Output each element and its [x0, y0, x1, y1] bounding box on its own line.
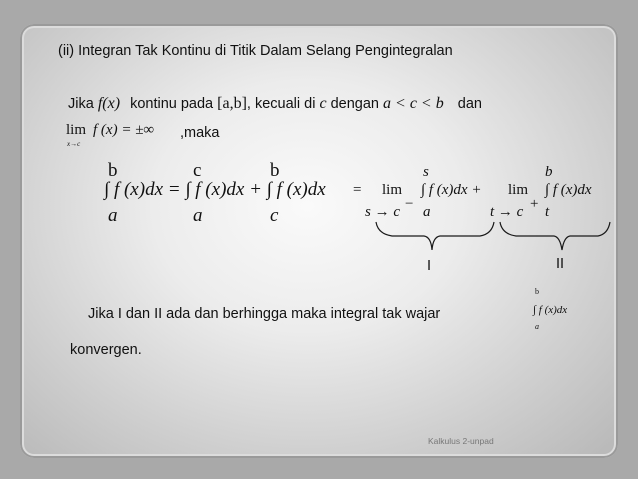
limit-expr: f (x) = ±∞ — [93, 122, 155, 138]
brace-label-II: II — [556, 256, 565, 272]
eq-equals: = — [353, 182, 362, 198]
eq-upper-3: b — [270, 160, 280, 181]
slide-title: (ii) Integran Tak Kontinu di Titik Dalam Selang Pengintegralan — [58, 43, 453, 59]
limit-maka: ,maka — [180, 125, 220, 141]
limit-sub: x→c — [67, 140, 81, 148]
eq-intA: ∫ f (x)dx + — [421, 182, 482, 198]
eq-limB: lim — [508, 182, 529, 198]
eq-lower-1: a — [108, 205, 118, 226]
eq-intB: ∫ f (x)dx — [545, 182, 592, 198]
cond-jika: Jika — [68, 96, 94, 112]
eq-limA: lim — [382, 182, 403, 198]
cond-interval: [a,b] — [217, 95, 247, 112]
cond-c: c — [319, 95, 327, 112]
eq-body: ∫ f (x)dx = ∫ f (x)dx + ∫ f (x)dx — [104, 179, 326, 200]
eq-intA-lower: a — [423, 204, 431, 220]
eq-intB-upper: b — [545, 164, 553, 180]
eq-intA-upper: s — [423, 164, 429, 180]
cond-fx: f(x) — [97, 95, 121, 112]
eq-upper-2: c — [193, 160, 202, 181]
eq-upper-1: b — [108, 160, 118, 181]
cond-ineq: a < c < b — [383, 95, 444, 112]
eq-limA-sub: s → c — [365, 204, 400, 220]
conclusion-int-lower: a — [535, 322, 539, 331]
brace-II — [500, 222, 610, 250]
eq-lower-3: c — [270, 205, 279, 226]
conclusion-line-1: Jika I dan II ada dan berhingga maka integral tak wajar — [88, 306, 441, 322]
eq-limB-sub: t → c — [490, 204, 524, 220]
eq-limB-sup: + — [530, 196, 539, 212]
footer-text: Kalkulus 2-unpad — [428, 436, 494, 446]
conclusion-line-2: konvergen. — [70, 342, 142, 358]
limit-lim: lim — [66, 122, 87, 138]
conclusion-int-upper: b — [535, 287, 539, 296]
eq-lower-2: a — [193, 205, 203, 226]
brace-label-I: I — [427, 258, 432, 274]
cond-dengan: dengan — [330, 96, 379, 112]
conclusion-int-body: ∫ f (x)dx — [533, 304, 568, 316]
cond-kontinu: kontinu pada — [130, 96, 214, 112]
eq-intB-lower: t — [545, 204, 550, 220]
brace-I — [376, 222, 494, 250]
eq-limA-sup: − — [405, 196, 414, 212]
cond-dan: dan — [457, 96, 482, 112]
cond-kecuali: , kecuali di — [246, 96, 316, 112]
